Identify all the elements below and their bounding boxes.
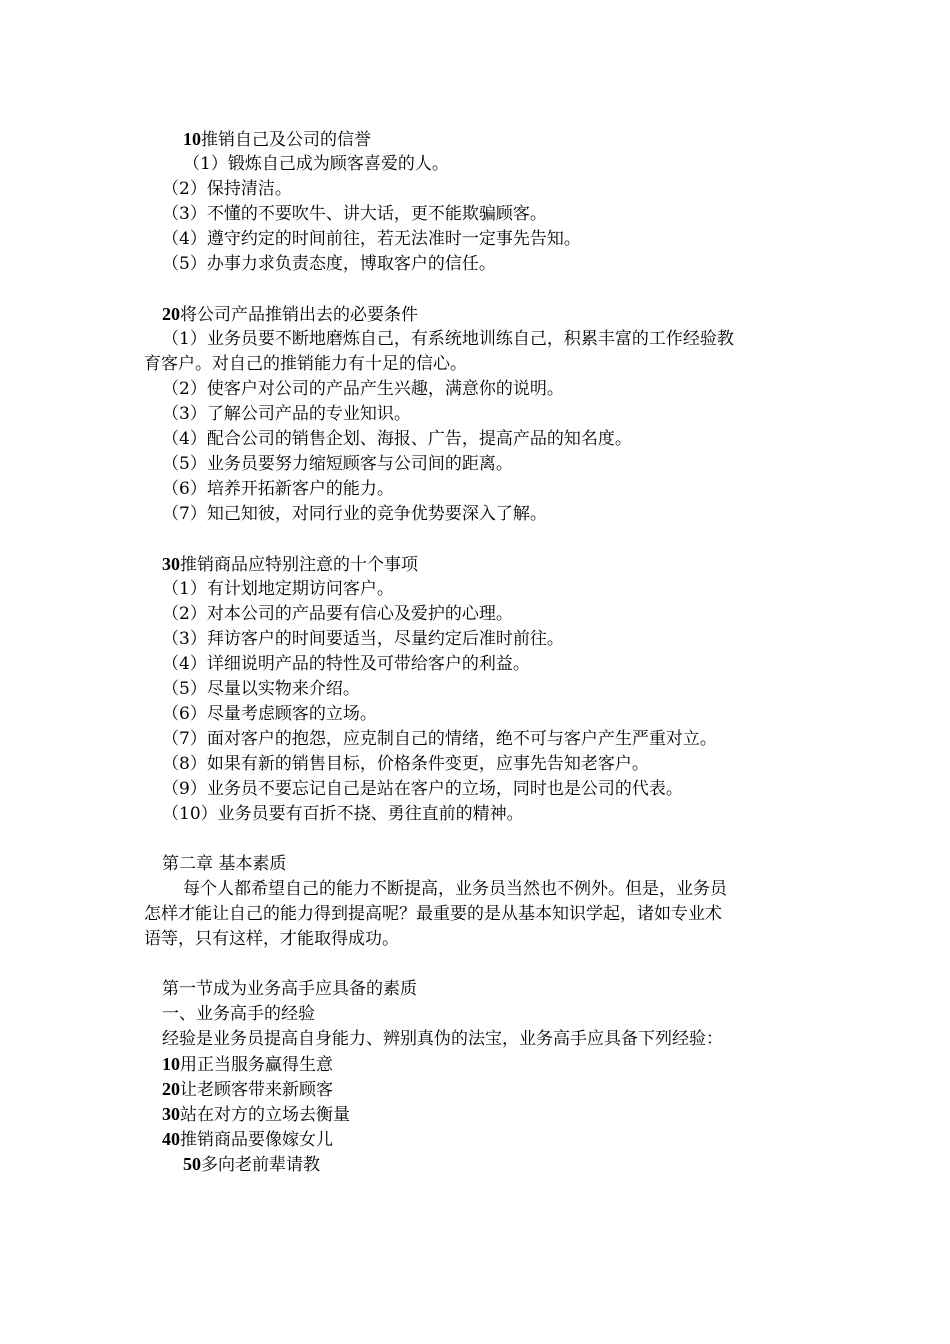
list-item-continuation: 育客户。对自己的推销能力有十足的信心。 bbox=[144, 354, 467, 374]
list-item: （3）不懂的不要吹牛、讲大话，更不能欺骗顾客。 bbox=[162, 204, 547, 224]
point-number: 40 bbox=[162, 1129, 180, 1149]
subsection-title: 一、业务高手的经验 bbox=[162, 1004, 315, 1024]
list-item: （1）锻炼自己成为顾客喜爱的人。 bbox=[183, 154, 449, 174]
chapter-title: 第二章 基本素质 bbox=[162, 854, 287, 874]
list-item: （7）面对客户的抱怨，应克制自己的情绪，绝不可与客户产生严重对立。 bbox=[162, 729, 717, 749]
point-item bbox=[162, 1102, 350, 1128]
heading-text: 推销商品应特别注意的十个事项 bbox=[180, 555, 418, 575]
point-text: 站在对方的立场去衡量 bbox=[180, 1105, 350, 1125]
heading-text: 推销自己及公司的信誉 bbox=[201, 130, 371, 150]
list-item: （2）保持清洁。 bbox=[162, 179, 292, 199]
section-heading-2 bbox=[162, 302, 418, 328]
list-item: （1）业务员要不断地磨炼自己，有系统地训练自己，积累丰富的工作经验教 bbox=[162, 329, 734, 349]
heading-text: 将公司产品推销出去的必要条件 bbox=[180, 305, 418, 325]
point-text: 让老顾客带来新顾客 bbox=[180, 1080, 333, 1100]
paragraph-line: 语等，只有这样，才能取得成功。 bbox=[144, 929, 399, 949]
list-item: （6）尽量考虑顾客的立场。 bbox=[162, 704, 377, 724]
point-number: 30 bbox=[162, 1104, 180, 1124]
intro-line: 经验是业务员提高自身能力、辨别真伪的法宝，业务高手应具备下列经验： bbox=[162, 1029, 723, 1049]
paragraph-line: 每个人都希望自己的能力不断提高，业务员当然也不例外。但是，业务员 bbox=[183, 879, 727, 899]
heading-number: 10 bbox=[183, 129, 201, 149]
list-item: （3）拜访客户的时间要适当，尽量约定后准时前往。 bbox=[162, 629, 564, 649]
list-item: （9）业务员不要忘记自己是站在客户的立场，同时也是公司的代表。 bbox=[162, 779, 683, 799]
point-number: 50 bbox=[183, 1154, 201, 1174]
list-item: （5）尽量以实物来介绍。 bbox=[162, 679, 360, 699]
list-item: （2）使客户对公司的产品产生兴趣，满意你的说明。 bbox=[162, 379, 564, 399]
point-text: 多向老前辈请教 bbox=[201, 1155, 320, 1175]
section-heading-3 bbox=[162, 552, 418, 578]
list-item: （7）知己知彼，对同行业的竞争优势要深入了解。 bbox=[162, 504, 547, 524]
point-item bbox=[183, 1152, 320, 1178]
list-item: （4）详细说明产品的特性及可带给客户的利益。 bbox=[162, 654, 530, 674]
list-item: （5）办事力求负责态度，博取客户的信任。 bbox=[162, 254, 496, 274]
point-number: 20 bbox=[162, 1079, 180, 1099]
list-item: （2）对本公司的产品要有信心及爱护的心理。 bbox=[162, 604, 513, 624]
point-text: 用正当服务赢得生意 bbox=[180, 1055, 333, 1075]
list-item: （6）培养开拓新客户的能力。 bbox=[162, 479, 394, 499]
list-item: （3）了解公司产品的专业知识。 bbox=[162, 404, 411, 424]
list-item: （4）遵守约定的时间前往，若无法准时一定事先告知。 bbox=[162, 229, 581, 249]
list-item: （8）如果有新的销售目标，价格条件变更，应事先告知老客户。 bbox=[162, 754, 649, 774]
point-item bbox=[162, 1077, 333, 1103]
point-number: 10 bbox=[162, 1054, 180, 1074]
list-item: （1）有计划地定期访问客户。 bbox=[162, 579, 394, 599]
heading-number: 30 bbox=[162, 554, 180, 574]
point-item bbox=[162, 1052, 333, 1078]
section-heading-1 bbox=[183, 127, 371, 153]
point-item bbox=[162, 1127, 333, 1153]
heading-number: 20 bbox=[162, 304, 180, 324]
section-title: 第一节成为业务高手应具备的素质 bbox=[162, 979, 417, 999]
paragraph-line: 怎样才能让自己的能力得到提高呢？最重要的是从基本知识学起，诸如专业术 bbox=[144, 904, 722, 924]
point-text: 推销商品要像嫁女儿 bbox=[180, 1130, 333, 1150]
list-item: （4）配合公司的销售企划、海报、广告，提高产品的知名度。 bbox=[162, 429, 632, 449]
list-item: （5）业务员要努力缩短顾客与公司间的距离。 bbox=[162, 454, 513, 474]
list-item: （10）业务员要有百折不挠、勇往直前的精神。 bbox=[162, 804, 524, 824]
